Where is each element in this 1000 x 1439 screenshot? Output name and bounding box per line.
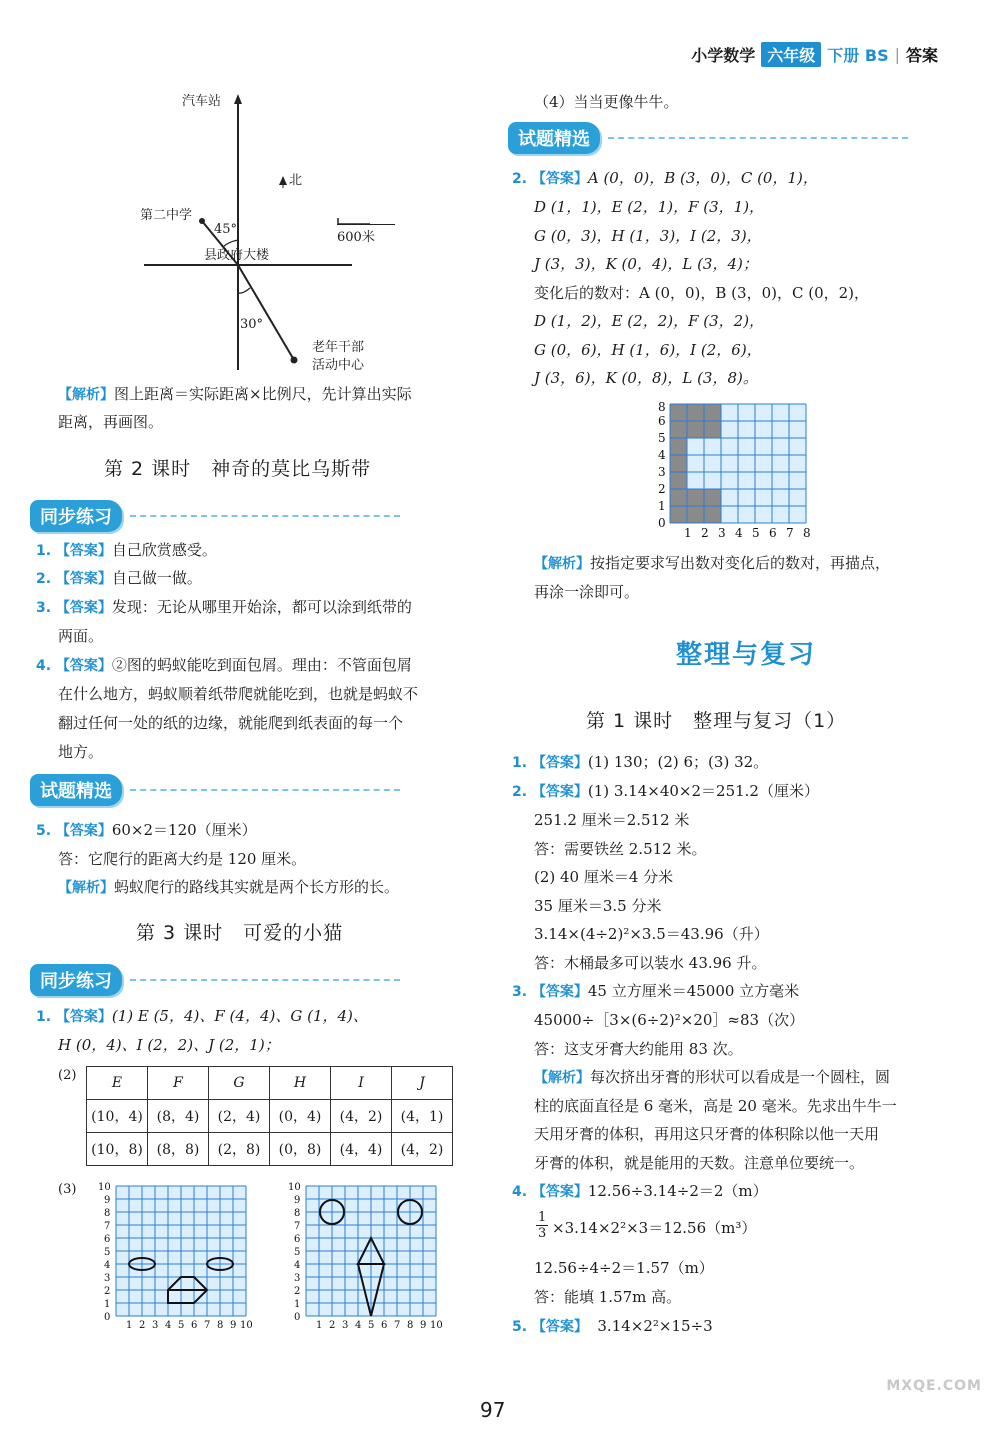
svg-text:9: 9 (420, 1320, 427, 1330)
svg-text:6: 6 (658, 414, 666, 428)
table-cell: (4，2) (392, 1133, 453, 1166)
table-cell: (10，4) (87, 1100, 148, 1133)
label-gov: 县政府大楼 (204, 248, 270, 263)
svg-text:7: 7 (204, 1320, 211, 1330)
label-center-2: 活动中心 (312, 358, 365, 373)
table-cell: (8，8) (148, 1133, 209, 1166)
svg-text:1: 1 (294, 1299, 301, 1310)
svg-text:5: 5 (104, 1247, 111, 1258)
svg-text:4: 4 (104, 1260, 111, 1271)
review-lesson-title: 第 1 课时 整理与复习（1） (586, 710, 847, 732)
svg-text:4: 4 (294, 1260, 301, 1271)
table-cell: (8，4) (148, 1100, 209, 1133)
r4-line: 答：能填 1.57m 高。 (534, 1288, 682, 1306)
svg-text:3: 3 (658, 465, 666, 479)
label-scale: 600米 (337, 230, 375, 245)
label-angle-45: 45° (214, 222, 238, 237)
label-station: 汽车站 (182, 94, 222, 109)
r-q2-line: G (0，6)，H (1，6)，I (2，6)， (534, 341, 762, 359)
r-q2-line: J (3，6)，K (0，8)，L (3，8)。 (534, 369, 758, 387)
svg-text:6: 6 (104, 1234, 111, 1245)
r-q2-line: 变化后的数对：A (0，0)，B (3，0)，C (0，2)， (534, 284, 870, 302)
header-label: 答案 (905, 46, 938, 65)
table-cell: (4，4) (331, 1133, 392, 1166)
r3-line: 答：这支牙膏大约能用 83 次。 (534, 1040, 743, 1058)
svg-text:6: 6 (769, 526, 777, 540)
r2-line: 3.14×(4÷2)²×3.5＝43.96（升） (534, 925, 769, 943)
l2-q4-cont: 在什么地方，蚂蚁顺着纸带爬就能吃到，也就是蚂蚁不 (58, 685, 419, 703)
fraction-numerator: 1 (538, 1210, 547, 1225)
r3-line: 45000÷［3×(6÷2)²×20］≈83（次） (534, 1011, 805, 1029)
grid-figure-c (654, 398, 814, 544)
r2-line: 35 厘米＝3.5 分米 (534, 897, 662, 915)
table-cell: (4，1) (392, 1100, 453, 1133)
svg-text:10: 10 (288, 1182, 301, 1193)
grid-figure-b (286, 1180, 456, 1334)
svg-text:6: 6 (381, 1320, 388, 1330)
l2-q5-analysis: 【解析】蚂蚁爬行的路线其实就是两个长方形的长。 (58, 878, 400, 896)
svg-text:2: 2 (294, 1286, 301, 1297)
svg-text:4: 4 (165, 1320, 172, 1330)
svg-text:3: 3 (718, 526, 726, 540)
banner-select-2: 试题精选 (508, 122, 908, 154)
svg-text:2: 2 (104, 1286, 111, 1297)
r4-line: ×3.14×2²×3＝12.56（m³） (552, 1219, 757, 1237)
r4-line: 12.56÷4÷2＝1.57（m） (534, 1259, 714, 1277)
svg-text:2: 2 (139, 1320, 146, 1330)
r2: 2. 【答案】(1) 3.14×40×2＝251.2（厘米） (512, 782, 819, 800)
svg-text:5: 5 (368, 1320, 375, 1330)
table-row (87, 1133, 453, 1166)
page-header (691, 42, 938, 67)
r3-analysis: 牙膏的体积，就是能用的天数。注意单位要统一。 (534, 1154, 865, 1172)
analysis-line: 距离，再画图。 (58, 413, 164, 431)
grid-c-svg (654, 398, 814, 540)
lesson-3-title: 第 3 课时 可爱的小猫 (136, 922, 344, 944)
table-cell: (0，4) (270, 1100, 331, 1133)
l3-q1-cont: H (0，4)、I (2，2)、J (2，1)； (58, 1036, 280, 1054)
r3-analysis: 柱的底面直径是 6 毫米，高是 20 毫米。先求出牛牛一 (534, 1097, 897, 1115)
r-q2-analysis: 【解析】按指定要求写出数对变化后的数对，再描点， (534, 554, 891, 572)
banner-select-1: 试题精选 (30, 774, 400, 806)
table-header: I (331, 1067, 392, 1100)
svg-text:5: 5 (658, 431, 666, 445)
svg-text:2: 2 (658, 482, 666, 496)
r-q2-line: D (1，1)，E (2，1)，F (3，1)， (534, 198, 765, 216)
l2-q5-answer: 答：它爬行的距离大约是 120 厘米。 (58, 850, 307, 868)
l2-q4-cont: 翻过任何一处的纸的边缘，就能爬到纸表面的每一个 (58, 714, 404, 732)
svg-text:5: 5 (178, 1320, 185, 1330)
r5: 5. 【答案】 3.14×2²×15÷3 (512, 1317, 713, 1335)
label-north: 北 (289, 173, 303, 188)
svg-text:2: 2 (329, 1320, 336, 1330)
table-header: G (209, 1067, 270, 1100)
section-title: 整理与复习 (676, 640, 817, 670)
svg-text:0: 0 (294, 1312, 301, 1323)
r2-line: (2) 40 厘米＝4 分米 (534, 868, 674, 886)
svg-text:8: 8 (658, 400, 666, 414)
header-grade: 六年级 (761, 42, 821, 67)
r3-analysis: 天用牙膏的体积，再用这只牙膏的体积除以他一天用 (534, 1125, 880, 1143)
svg-text:9: 9 (294, 1195, 301, 1206)
r-q2-analysis: 再涂一涂即可。 (534, 583, 640, 601)
r-q2: 2. 【答案】A (0，0)，B (3，0)，C (0，1)， (512, 169, 818, 187)
svg-text:6: 6 (294, 1234, 301, 1245)
l2-q3-cont: 两面。 (58, 627, 104, 645)
svg-text:3: 3 (294, 1273, 301, 1284)
banner-sync-1: 同步练习 (30, 500, 400, 532)
svg-text:1: 1 (684, 526, 692, 540)
table-cell: (0，8) (270, 1133, 331, 1166)
svg-text:4: 4 (735, 526, 743, 540)
svg-text:10: 10 (98, 1182, 111, 1193)
r2-line: 答：需要铁丝 2.512 米。 (534, 840, 707, 858)
r-q2-line: G (0，3)，H (1，3)，I (2，3)， (534, 227, 762, 245)
analysis-line: 【解析】图上距离＝实际距离×比例尺，先计算出实际 (58, 385, 412, 403)
r-top-line: （4）当当更像牛牛。 (534, 93, 679, 111)
l3-q1-p2: (2) (58, 1068, 77, 1083)
svg-text:10: 10 (430, 1320, 443, 1330)
svg-text:8: 8 (407, 1320, 414, 1330)
svg-text:0: 0 (658, 516, 666, 530)
r2-line: 答：木桶最多可以装水 43.96 升。 (534, 954, 767, 972)
svg-text:8: 8 (104, 1208, 111, 1219)
table-header: H (270, 1067, 331, 1100)
l3-q1: 1. 【答案】(1) E (5，4)、F (4，4)、G (1，4)、 (36, 1007, 368, 1025)
table-cell: (2，4) (209, 1100, 270, 1133)
table-header: F (148, 1067, 209, 1100)
r4-fraction (536, 1210, 548, 1241)
scale-bar (337, 224, 395, 225)
svg-text:1: 1 (126, 1320, 133, 1330)
grid-b-svg (286, 1180, 456, 1330)
svg-text:9: 9 (104, 1195, 111, 1206)
l3-q1-p3: (3) (58, 1182, 77, 1197)
svg-text:1: 1 (104, 1299, 111, 1310)
r-q2-line: D (1，2)，E (2，2)，F (3，2)， (534, 312, 765, 330)
svg-text:10: 10 (240, 1320, 253, 1330)
r4: 4. 【答案】12.56÷3.14÷2＝2（m） (512, 1182, 768, 1200)
l2-q4: 4. 【答案】②图的蚂蚁能吃到面包屑。理由：不管面包屑 (36, 656, 412, 674)
svg-text:0: 0 (104, 1312, 111, 1323)
svg-text:7: 7 (786, 526, 794, 540)
page-number: 97 (480, 1398, 506, 1422)
svg-text:9: 9 (230, 1320, 237, 1330)
header-separator: | (894, 45, 900, 64)
fraction-denominator: 3 (538, 1226, 547, 1241)
grid-a-svg (96, 1180, 266, 1330)
r3-analysis: 【解析】每次挤出牙膏的形状可以看成是一个圆柱，圆 (534, 1068, 891, 1086)
label-angle-30: 30° (240, 317, 264, 332)
table-header-row (87, 1067, 453, 1100)
header-volume: 下册 BS (827, 46, 889, 65)
table-cell: (2，8) (209, 1133, 270, 1166)
label-school: 第二中学 (140, 208, 193, 223)
table-cell: (4，2) (331, 1100, 392, 1133)
svg-text:4: 4 (355, 1320, 362, 1330)
banner-sync-2: 同步练习 (30, 964, 400, 996)
grid-figure-a (96, 1180, 266, 1334)
svg-text:1: 1 (658, 499, 666, 513)
svg-text:3: 3 (342, 1320, 349, 1330)
l2-q4-cont: 地方。 (58, 743, 104, 761)
label-center-1: 老年干部 (312, 340, 365, 355)
svg-text:3: 3 (152, 1320, 159, 1330)
svg-text:5: 5 (294, 1247, 301, 1258)
svg-text:7: 7 (394, 1320, 401, 1330)
svg-text:4: 4 (658, 448, 666, 462)
table-row (87, 1100, 453, 1133)
lesson-2-title: 第 2 课时 神奇的莫比乌斯带 (104, 458, 372, 480)
coordinate-table (86, 1066, 453, 1166)
r-q2-line: J (3，3)，K (0，4)，L (3，4)； (534, 255, 758, 273)
r2-line: 251.2 厘米＝2.512 米 (534, 811, 690, 829)
l2-q3: 3. 【答案】发现：无论从哪里开始涂，都可以涂到纸带的 (36, 598, 412, 616)
table-header: J (392, 1067, 453, 1100)
header-subject: 小学数学 (691, 46, 756, 65)
r3: 3. 【答案】45 立方厘米＝45000 立方毫米 (512, 982, 800, 1000)
svg-text:7: 7 (294, 1221, 301, 1232)
watermark: MXQE.COM (886, 1378, 982, 1394)
table-header: E (87, 1067, 148, 1100)
svg-text:1: 1 (316, 1320, 323, 1330)
svg-text:8: 8 (294, 1208, 301, 1219)
svg-text:7: 7 (104, 1221, 111, 1232)
svg-text:2: 2 (701, 526, 709, 540)
l2-q5: 5. 【答案】60×2＝120（厘米） (36, 821, 257, 839)
l2-q1: 1. 【答案】自己欣赏感受。 (36, 541, 217, 559)
svg-text:8: 8 (217, 1320, 224, 1330)
r1: 1. 【答案】(1) 130；(2) 6；(3) 32。 (512, 753, 769, 771)
table-cell: (10，8) (87, 1133, 148, 1166)
l2-q2: 2. 【答案】自己做一做。 (36, 569, 202, 587)
svg-text:8: 8 (803, 526, 811, 540)
svg-text:5: 5 (752, 526, 760, 540)
svg-text:6: 6 (191, 1320, 198, 1330)
svg-text:3: 3 (104, 1273, 111, 1284)
